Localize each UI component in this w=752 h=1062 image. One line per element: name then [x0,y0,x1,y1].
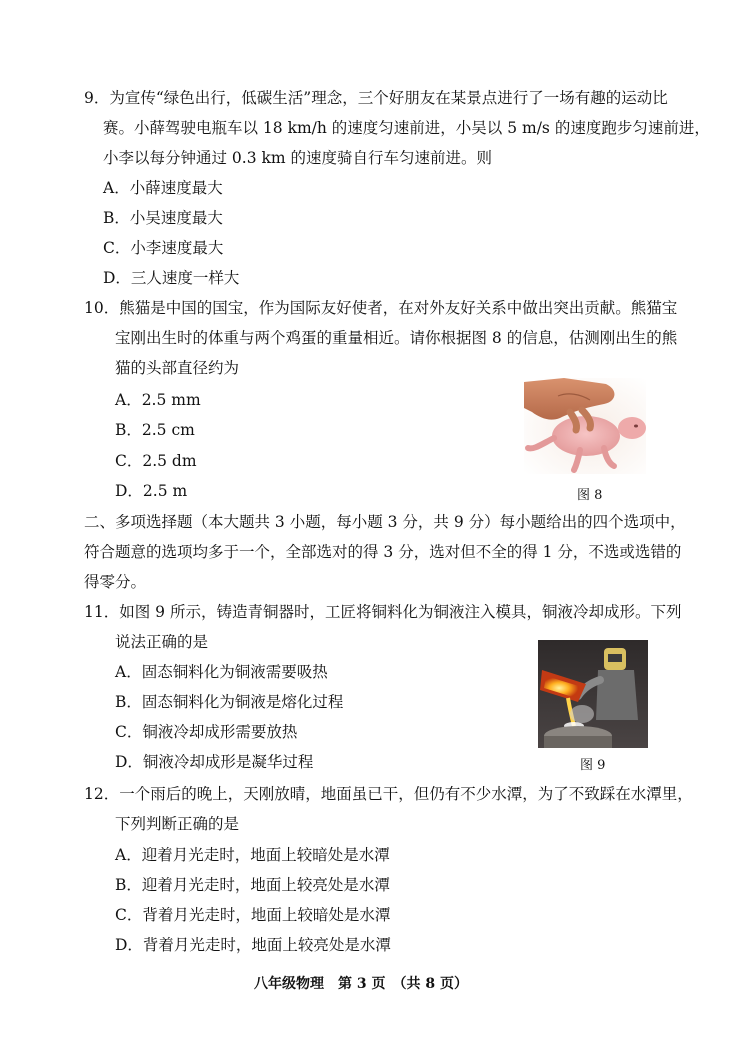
q10-stem-line1: 10．熊猫是中国的国宝，作为国际友好使者，在对外友好关系中做出突出贡献。熊猫宝 [84,299,678,317]
figure-9-caption: 图 9 [580,758,606,773]
q9-option-b: B．小吴速度最大 [103,209,223,227]
figure-9-bronze-casting-photo [538,640,648,748]
q11-stem-line1: 11．如图 9 所示，铸造青铜器时，工匠将铜料化为铜液注入模具，铜液冷却成形。下列 [84,603,682,621]
q10-option-b: B．2.5 cm [115,421,195,439]
q11-stem-line2: 说法正确的是 [115,633,209,651]
section2-instruction-line3: 得零分。 [84,573,147,591]
q9-option-d: D．三人速度一样大 [103,269,240,287]
figure-8-caption: 图 8 [577,488,603,503]
q9-stem-line3: 小李以每分钟通过 0.3 km 的速度骑自行车匀速前进。则 [103,149,493,167]
q12-option-b: B．迎着月光走时，地面上较亮处是水潭 [115,876,390,894]
q9-stem-line1: 9．为宣传“绿色出行，低碳生活”理念，三个好朋友在某景点进行了一场有趣的运动比 [84,89,668,107]
q9-option-a: A．小薛速度最大 [103,179,223,197]
q11-option-d: D．铜液冷却成形是凝华过程 [115,753,314,771]
q9-option-c: C．小李速度最大 [103,239,224,257]
q9-stem-line2: 赛。小薛驾驶电瓶车以 18 km/h 的速度匀速前进，小吴以 5 m/s 的速度跑步匀速前进， [103,119,710,137]
q12-option-d: D．背着月光走时，地面上较亮处是水潭 [115,936,391,954]
section2-instruction-line2: 符合题意的选项均多于一个，全部选对的得 3 分，选对但不全的得 1 分，不选或选错的 [84,543,682,561]
page-footer: 八年级物理 第 3 页 （共 8 页） [254,976,468,992]
q11-option-c: C．铜液冷却成形需要放热 [115,723,298,741]
q11-option-a: A．固态铜料化为铜液需要吸热 [115,663,328,681]
q10-option-c: C．2.5 dm [115,452,197,470]
q12-stem-line2: 下列判断正确的是 [115,815,240,833]
q10-stem-line3: 猫的头部直径约为 [115,359,240,377]
section2-instruction-line1: 二、多项选择题（本大题共 3 小题，每小题 3 分，共 9 分）每小题给出的四个选项中， [84,513,686,531]
q10-stem-line2: 宝刚出生时的体重与两个鸡蛋的重量相近。请你根据图 8 的信息，估测刚出生的熊 [115,329,678,347]
q10-option-d: D．2.5 m [115,482,188,500]
figure-8-panda-photo [524,378,646,474]
q12-option-a: A．迎着月光走时，地面上较暗处是水潭 [115,846,390,864]
q12-stem-line1: 12．一个雨后的晚上，天刚放晴，地面虽已干，但仍有不少水潭，为了不致踩在水潭里， [84,785,693,803]
q10-option-a: A．2.5 mm [115,391,201,409]
q11-option-b: B．固态铜料化为铜液是熔化过程 [115,693,344,711]
q12-option-c: C．背着月光走时，地面上较暗处是水潭 [115,906,391,924]
